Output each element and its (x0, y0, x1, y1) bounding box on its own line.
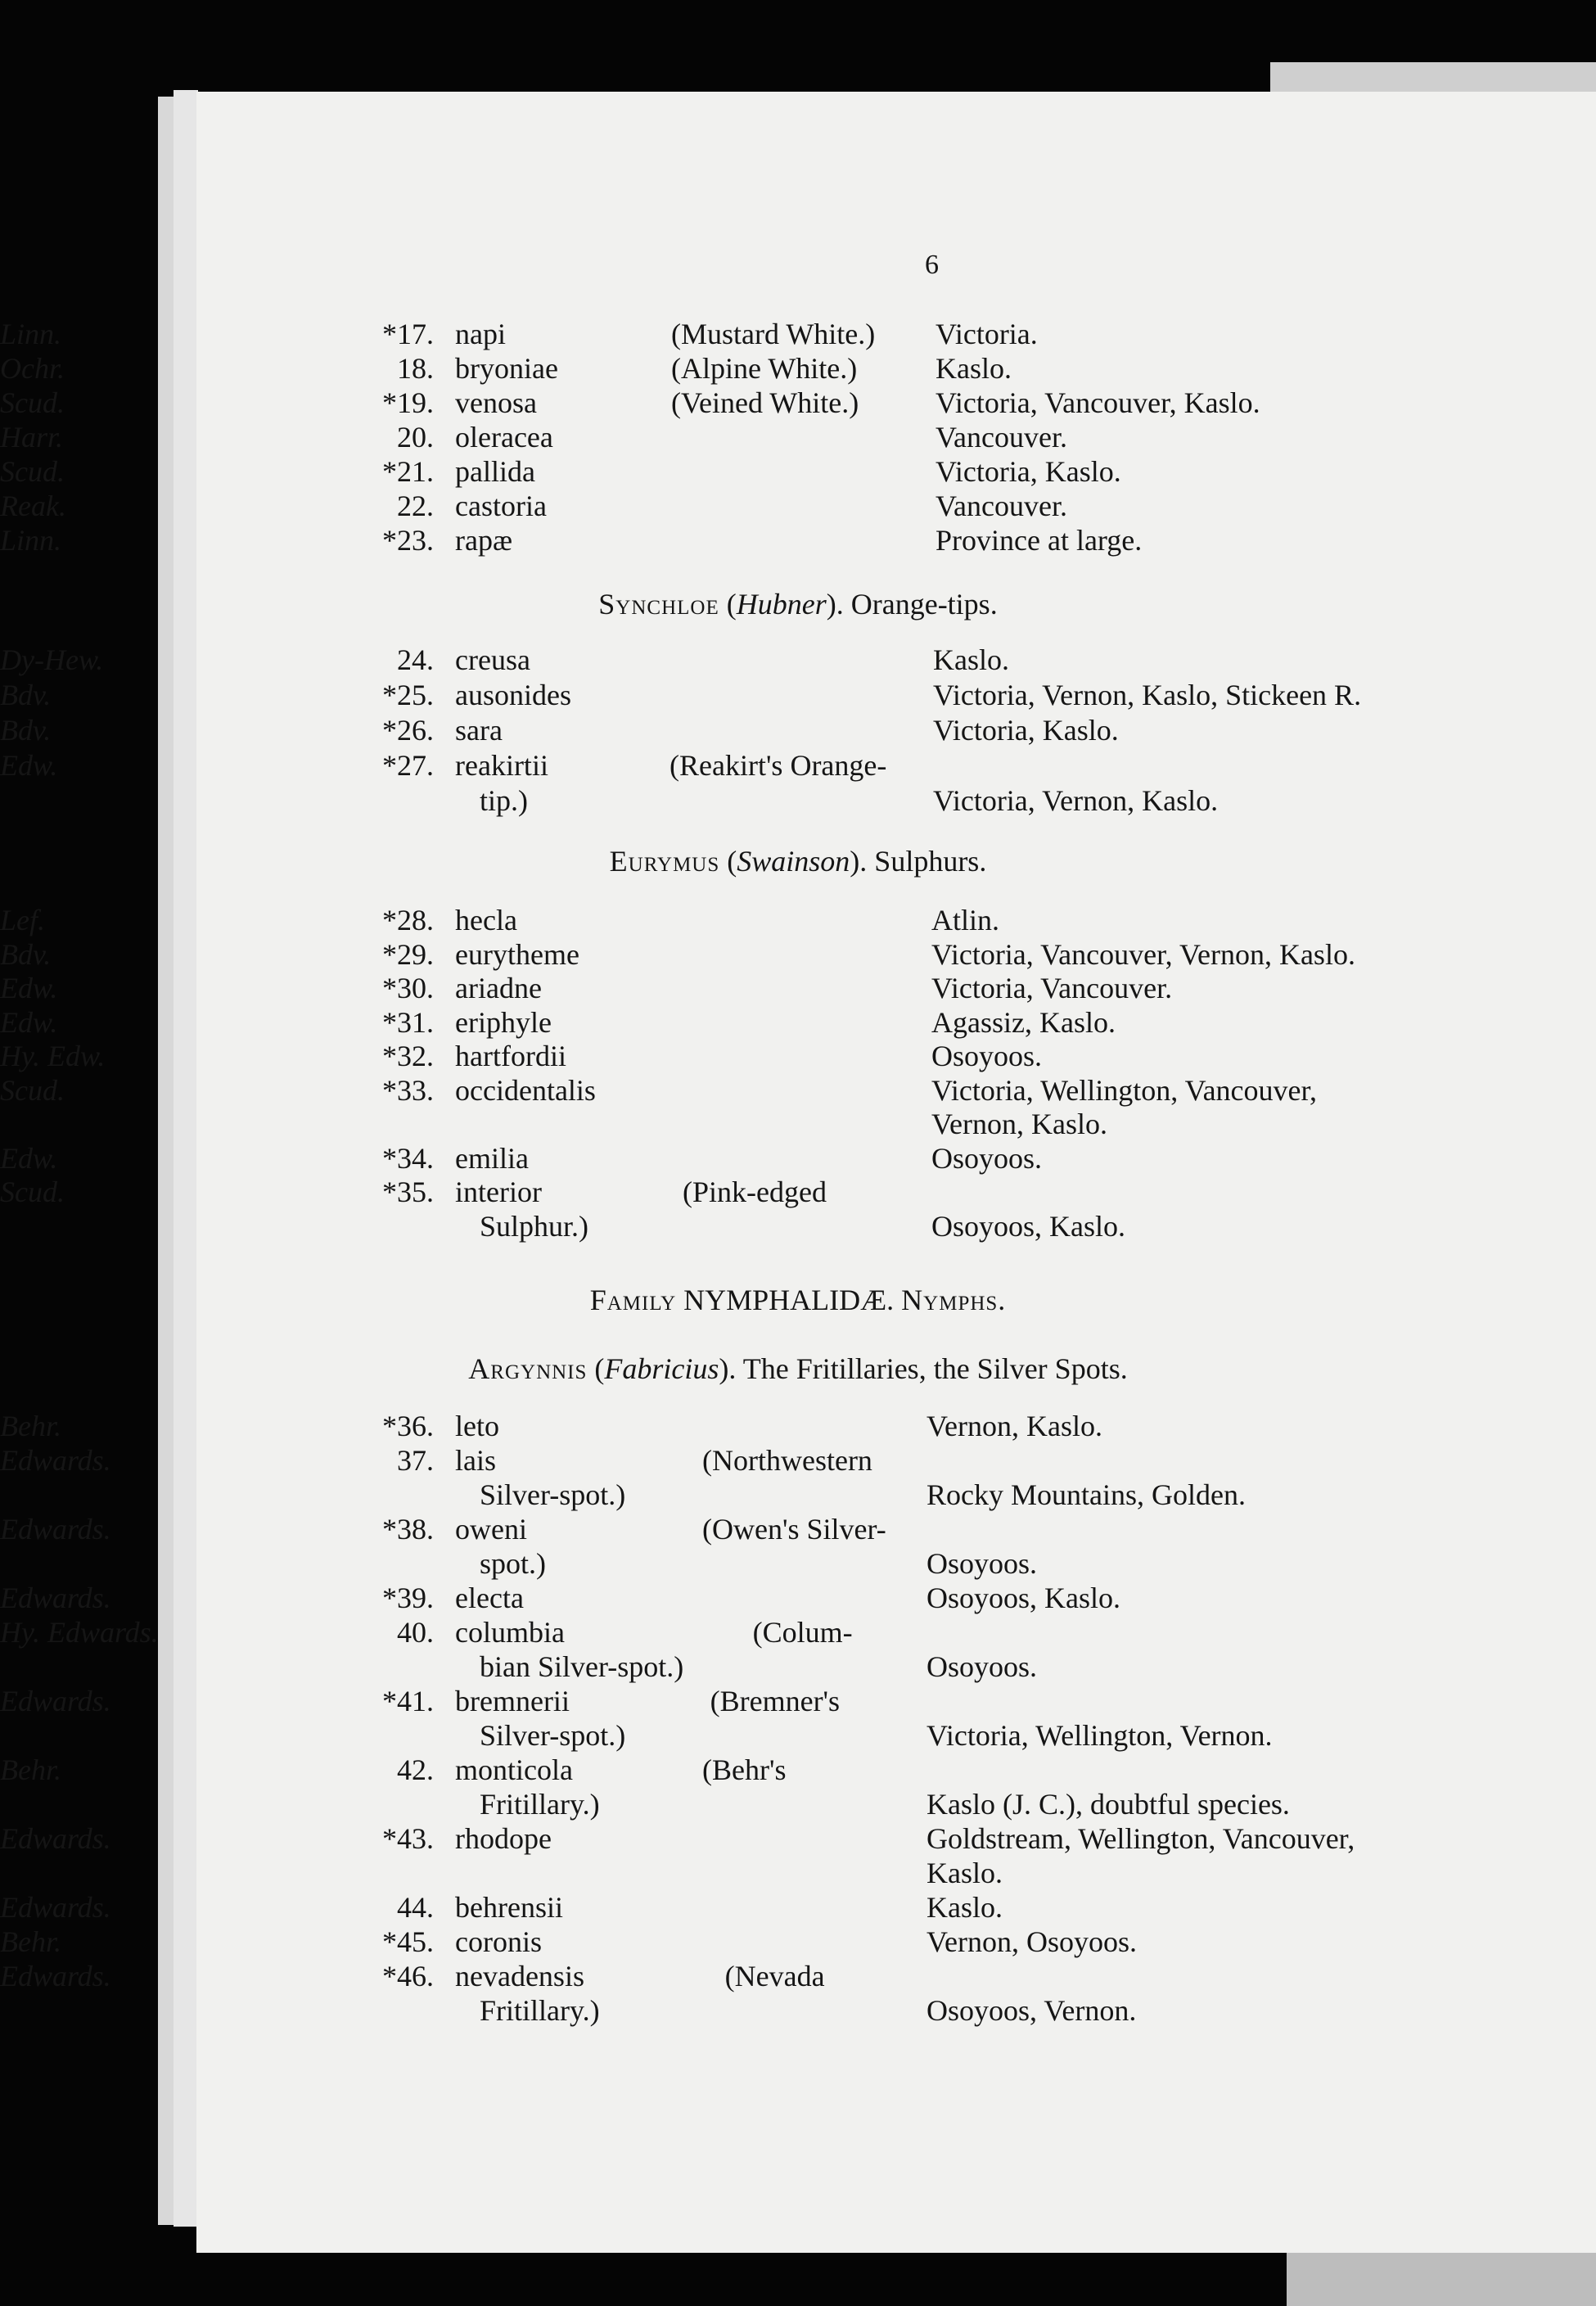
entry-number: 18. (397, 352, 434, 385)
list-item (0, 1614, 1596, 1650)
species-name: reakirtii (455, 749, 548, 782)
locality: Atlin. (931, 904, 1000, 936)
genus-name: Synchloe (598, 588, 719, 620)
entry-number: *25. (382, 679, 434, 711)
genus-name: Argynnis (468, 1352, 588, 1385)
common-name: (Colum- (752, 1616, 853, 1649)
species-name: napi (455, 318, 506, 350)
species-name: castoria (455, 490, 547, 522)
species-author: Edwards. (0, 1513, 111, 1546)
genus-heading-eurymus: Eurymus (Swainson). Sulphurs. (609, 845, 987, 878)
species-name: Silver-spot.) (480, 1719, 626, 1752)
list-item (0, 1408, 1596, 1444)
species-name: eriphyle (455, 1005, 552, 1039)
list-item (0, 385, 1596, 421)
locality: Vernon, Osoyoos. (926, 1925, 1137, 1958)
species-name: nevadensis (455, 1960, 584, 1992)
list-item (0, 419, 1596, 455)
list-item (0, 1889, 1596, 1925)
species-author: Edwards. (0, 1685, 111, 1717)
list-item (0, 1208, 1596, 1244)
locality: Kaslo. (926, 1857, 1003, 1889)
species-name: rhodope (455, 1822, 552, 1855)
list-item (0, 1511, 1596, 1547)
species-name: tip.) (480, 784, 528, 817)
locality: Osoyoos. (931, 1141, 1043, 1175)
list-item (0, 1106, 1596, 1142)
species-name: bryoniae (455, 352, 558, 385)
species-name: rapæ (455, 524, 512, 557)
species-author: Edwards. (0, 1582, 111, 1614)
entry-number: *32. (382, 1040, 434, 1072)
list-item (0, 1752, 1596, 1788)
locality: Vancouver. (936, 421, 1067, 454)
locality: Osoyoos. (926, 1650, 1038, 1683)
list-item (0, 1140, 1596, 1176)
locality: Province at large. (936, 524, 1143, 557)
entry-number: *29. (382, 937, 434, 971)
species-author: Reak. (0, 490, 66, 522)
list-item (0, 902, 1596, 938)
list-item (0, 642, 1596, 678)
entry-number: *38. (382, 1513, 434, 1546)
species-author: Hy. Edwards. (0, 1616, 159, 1649)
list-item (0, 454, 1596, 490)
list-item (0, 1821, 1596, 1857)
species-author: Bdv. (0, 679, 52, 711)
species-author: Edwards. (0, 1960, 111, 1992)
list-item (0, 1174, 1596, 1210)
species-author: Lef. (0, 904, 46, 936)
family-label: Family (589, 1284, 677, 1316)
locality: Osoyoos, Vernon. (926, 1994, 1137, 2027)
species-name: hartfordii (455, 1040, 566, 1072)
genus-author: Hubner (736, 588, 827, 620)
entry-number: *17. (382, 318, 434, 350)
species-author: Dy-Hew. (0, 643, 104, 676)
species-name: oleracea (455, 421, 553, 454)
entry-number: *46. (382, 1960, 434, 1992)
species-name: hecla (455, 904, 517, 936)
species-name: monticola (455, 1753, 573, 1786)
species-author: Bdv. (0, 714, 52, 747)
entry-number: *27. (382, 749, 434, 782)
species-name: ariadne (455, 972, 542, 1004)
species-author: Edwards. (0, 1444, 111, 1477)
common-name: (Bremner's (710, 1685, 841, 1717)
list-item (0, 522, 1596, 558)
entry-number: 22. (397, 490, 434, 522)
species-author: Linn. (0, 524, 62, 557)
genus-common: Sulphurs. (874, 845, 987, 878)
species-author: Behr. (0, 1753, 61, 1786)
list-item (0, 1855, 1596, 1891)
list-item (0, 1717, 1596, 1753)
scan-artifact (1287, 2250, 1596, 2306)
entry-number: 24. (397, 643, 434, 676)
list-item (0, 1546, 1596, 1582)
entry-number: *31. (382, 1005, 434, 1039)
species-name: bremnerii (455, 1685, 570, 1717)
entry-number: 42. (397, 1753, 434, 1786)
species-author: Scud. (0, 455, 65, 488)
species-name: eurytheme (455, 937, 579, 971)
species-name: creusa (455, 643, 530, 676)
species-name: spot.) (480, 1547, 546, 1580)
locality: Rocky Mountains, Golden. (926, 1478, 1246, 1511)
list-item (0, 1924, 1596, 1960)
locality: Victoria, Vernon, Kaslo, Stickeen R. (933, 679, 1362, 711)
species-author: Linn. (0, 318, 62, 350)
entry-number: *36. (382, 1410, 434, 1442)
locality: Victoria, Kaslo. (936, 455, 1121, 488)
entry-number: *35. (382, 1176, 434, 1208)
species-name: Sulphur.) (480, 1209, 589, 1243)
species-author: Edw. (0, 972, 58, 1004)
entry-number: *43. (382, 1822, 434, 1855)
species-author: Edw. (0, 749, 58, 782)
list-item (0, 1072, 1596, 1108)
genus-author: Fabricius (604, 1352, 719, 1385)
locality: Victoria. (936, 318, 1038, 350)
common-name: (Reakirt's Orange- (670, 749, 887, 782)
family-name: NYMPHALIDÆ. (683, 1284, 895, 1316)
list-item (0, 1958, 1596, 1994)
species-author: Edw. (0, 1005, 58, 1039)
common-name: (Pink-edged (683, 1176, 827, 1208)
locality: Osoyoos. (931, 1040, 1043, 1072)
locality: Vancouver. (936, 490, 1067, 522)
genus-heading-synchloe: Synchloe (Hubner). Orange-tips. (598, 588, 998, 620)
common-name: (Owen's Silver- (702, 1513, 886, 1546)
species-name: Fritillary.) (480, 1994, 600, 2027)
family-heading (0, 1282, 1596, 1318)
list-item (0, 1992, 1596, 2028)
common-name: (Nevada (724, 1960, 825, 1992)
genus-common: The Fritillaries, the Silver Spots. (742, 1352, 1128, 1385)
species-author: Behr. (0, 1925, 61, 1958)
list-item (0, 970, 1596, 1006)
species-name: venosa (455, 386, 537, 419)
locality: Victoria, Vancouver, Vernon, Kaslo. (931, 937, 1355, 971)
species-author: Edw. (0, 1141, 58, 1175)
locality: Osoyoos, Kaslo. (931, 1209, 1126, 1243)
species-name: behrensii (455, 1891, 563, 1924)
species-author: Hy. Edw. (0, 1040, 106, 1072)
entry-number: 37. (397, 1444, 434, 1477)
entry-number: *34. (382, 1141, 434, 1175)
list-item (0, 677, 1596, 713)
list-item (0, 1477, 1596, 1513)
entry-number: 20. (397, 421, 434, 454)
locality: Kaslo. (926, 1891, 1003, 1924)
page-number: 6 (925, 250, 939, 280)
species-author: Ochr. (0, 352, 65, 385)
common-name: (Behr's (702, 1753, 787, 1786)
list-item (0, 783, 1596, 819)
entry-number: *45. (382, 1925, 434, 1958)
entry-number: *19. (382, 386, 434, 419)
species-author: Behr. (0, 1410, 61, 1442)
locality: Kaslo. (936, 352, 1012, 385)
species-name: oweni (455, 1513, 527, 1546)
list-item (0, 316, 1596, 352)
list-item (0, 488, 1596, 524)
common-name: (Mustard White.) (671, 318, 876, 350)
locality: Vernon, Kaslo. (926, 1410, 1102, 1442)
list-item (0, 1649, 1596, 1685)
species-name: electa (455, 1582, 524, 1614)
species-author: Scud. (0, 1176, 65, 1208)
family-common: Nymphs. (901, 1284, 1007, 1316)
list-item (0, 1786, 1596, 1822)
entry-number: *33. (382, 1073, 434, 1107)
locality: Victoria, Wellington, Vernon. (926, 1719, 1273, 1752)
species-name: pallida (455, 455, 535, 488)
species-name: ausonides (455, 679, 571, 711)
locality: Victoria, Vancouver. (931, 972, 1173, 1004)
species-name: occidentalis (455, 1073, 596, 1107)
locality: Kaslo (J. C.), doubtful species. (926, 1788, 1290, 1821)
genus-common: Orange-tips. (850, 588, 998, 620)
locality: Osoyoos. (926, 1547, 1038, 1580)
list-item (0, 1683, 1596, 1719)
species-name: Silver-spot.) (480, 1478, 626, 1511)
species-author: Scud. (0, 1073, 65, 1107)
list-item (0, 1442, 1596, 1478)
genus-author: Swainson (737, 845, 850, 878)
common-name: (Veined White.) (671, 386, 859, 419)
entry-number: *26. (382, 714, 434, 747)
species-name: coronis (455, 1925, 542, 1958)
genus-heading-argynnis: Argynnis (Fabricius). The Fritillaries, the Silver Spots. (468, 1352, 1128, 1385)
entry-number: *23. (382, 524, 434, 557)
species-name: columbia (455, 1616, 565, 1649)
locality: Agassiz, Kaslo. (931, 1005, 1116, 1039)
species-name: emilia (455, 1141, 529, 1175)
species-name: leto (455, 1410, 499, 1442)
species-name: Fritillary.) (480, 1788, 600, 1821)
locality: Victoria, Vancouver, Kaslo. (936, 386, 1260, 419)
list-item (0, 1038, 1596, 1074)
genus-name: Eurymus (609, 845, 720, 878)
list-item (0, 350, 1596, 386)
entry-number: *41. (382, 1685, 434, 1717)
locality: Victoria, Wellington, Vancouver, (931, 1073, 1318, 1107)
list-item (0, 1004, 1596, 1040)
species-name: bian Silver-spot.) (480, 1650, 684, 1683)
entry-number: 40. (397, 1616, 434, 1649)
species-author: Scud. (0, 386, 65, 419)
species-author: Edwards. (0, 1822, 111, 1855)
entry-number: *39. (382, 1582, 434, 1614)
list-item (0, 712, 1596, 748)
list-item (0, 936, 1596, 972)
common-name: (Northwestern (702, 1444, 872, 1477)
locality: Victoria, Vernon, Kaslo. (933, 784, 1219, 817)
list-item (0, 1580, 1596, 1616)
species-author: Edwards. (0, 1891, 111, 1924)
species-author: Harr. (0, 421, 64, 454)
entry-number: *21. (382, 455, 434, 488)
scan-artifact (1270, 62, 1596, 93)
locality: Kaslo. (933, 643, 1009, 676)
locality: Goldstream, Wellington, Vancouver, (926, 1822, 1355, 1855)
locality: Victoria, Kaslo. (933, 714, 1119, 747)
common-name: (Alpine White.) (671, 352, 858, 385)
species-name: lais (455, 1444, 496, 1477)
list-item (0, 747, 1596, 783)
entry-number: *30. (382, 972, 434, 1004)
entry-number: 44. (397, 1891, 434, 1924)
species-author: Bdv. (0, 937, 52, 971)
entry-number: *28. (382, 904, 434, 936)
species-name: sara (455, 714, 503, 747)
locality: Vernon, Kaslo. (931, 1108, 1107, 1140)
species-name: interior (455, 1176, 542, 1208)
locality: Osoyoos, Kaslo. (926, 1582, 1121, 1614)
